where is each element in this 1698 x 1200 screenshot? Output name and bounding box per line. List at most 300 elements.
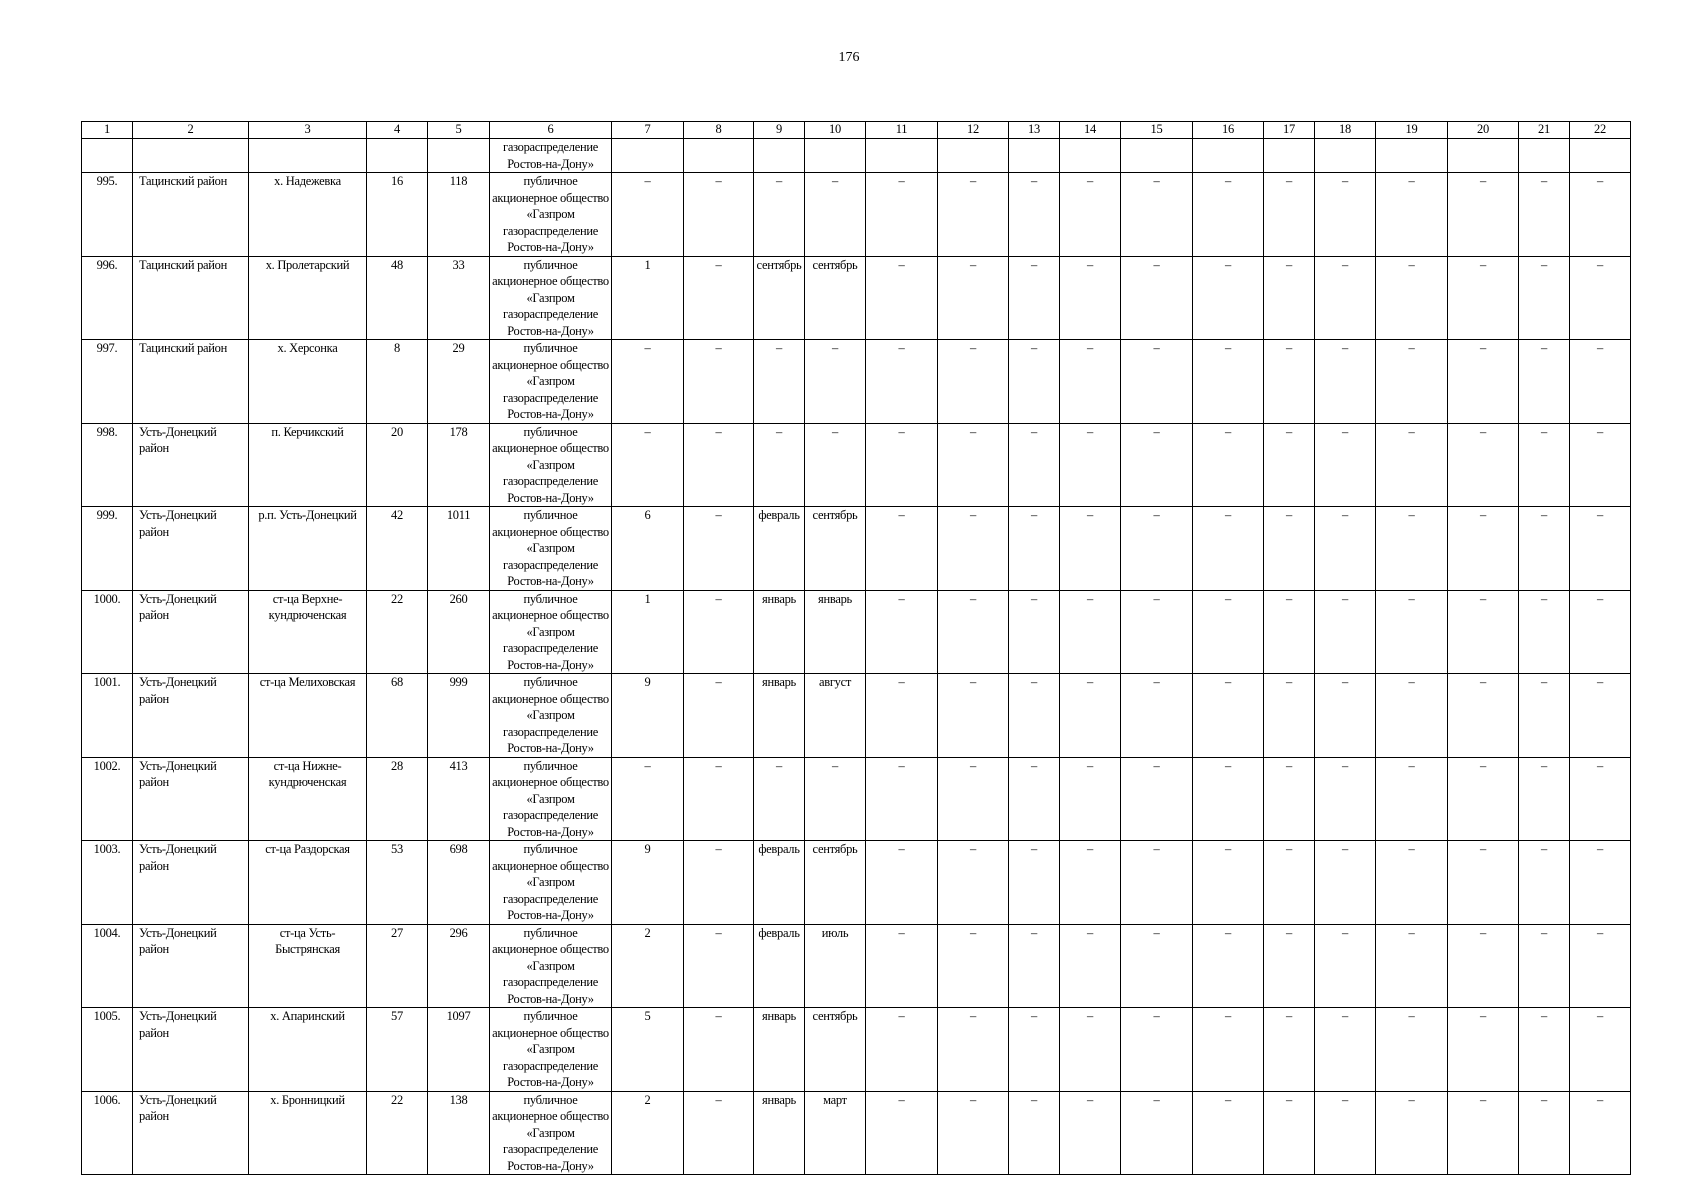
cell-col-14: – xyxy=(1060,340,1121,424)
cell-col-8: – xyxy=(684,1091,754,1175)
cell-settlement: р.п. Усть-Донецкий xyxy=(249,507,367,591)
cell-col-7: – xyxy=(612,173,684,257)
cell-col-21: – xyxy=(1519,590,1570,674)
cell-col-22: – xyxy=(1570,423,1631,507)
cell-col-21: – xyxy=(1519,924,1570,1008)
cell-col-15: – xyxy=(1121,256,1193,340)
cell-district: Усть-Донецкий район xyxy=(133,674,249,758)
cell-col-13: – xyxy=(1009,757,1060,841)
cell-row-number: 1001. xyxy=(82,674,133,758)
cell-row-number: 1004. xyxy=(82,924,133,1008)
cell-col-22: – xyxy=(1570,590,1631,674)
cell-col-22: – xyxy=(1570,674,1631,758)
cell-col-16 xyxy=(1193,139,1264,173)
cell-col-5: 178 xyxy=(428,423,490,507)
cell-organization: публичное акционерное общество «Газпром газораспределение Ростов-на-Дону» xyxy=(490,924,612,1008)
header-cell-settlement: 3 xyxy=(249,122,367,139)
cell-settlement: ст-ца Усть-Быстрянская xyxy=(249,924,367,1008)
cell-col-16: – xyxy=(1193,340,1264,424)
cell-col-14: – xyxy=(1060,1008,1121,1092)
cell-col-20: – xyxy=(1448,507,1519,591)
cell-col-5: 260 xyxy=(428,590,490,674)
cell-col-9: январь xyxy=(754,1091,805,1175)
cell-col-5: 118 xyxy=(428,173,490,257)
cell-col-16: – xyxy=(1193,1091,1264,1175)
cell-col-22: – xyxy=(1570,256,1631,340)
cell-settlement: х. Бронницкий xyxy=(249,1091,367,1175)
cell-organization: публичное акционерное общество «Газпром газораспределение Ростов-на-Дону» xyxy=(490,173,612,257)
cell-col-11: – xyxy=(866,757,938,841)
cell-col-9: январь xyxy=(754,1008,805,1092)
cell-col-15: – xyxy=(1121,507,1193,591)
cell-col-14: – xyxy=(1060,841,1121,925)
cell-col-4: 57 xyxy=(367,1008,428,1092)
cell-col-4: 8 xyxy=(367,340,428,424)
cell-row-number: 997. xyxy=(82,340,133,424)
cell-col-21: – xyxy=(1519,674,1570,758)
cell-col-11: – xyxy=(866,1091,938,1175)
table-row xyxy=(82,423,1631,507)
header-cell-col-9: 9 xyxy=(754,122,805,139)
cell-col-10: июль xyxy=(805,924,866,1008)
cell-col-9: – xyxy=(754,423,805,507)
cell-col-14: – xyxy=(1060,173,1121,257)
cell-col-19: – xyxy=(1376,1008,1448,1092)
cell-col-20: – xyxy=(1448,423,1519,507)
cell-col-19: – xyxy=(1376,423,1448,507)
cell-col-16: – xyxy=(1193,1008,1264,1092)
table-row xyxy=(82,340,1631,424)
cell-settlement: ст-ца Мелиховская xyxy=(249,674,367,758)
cell-col-10: – xyxy=(805,423,866,507)
cell-row-number xyxy=(82,139,133,173)
cell-col-20: – xyxy=(1448,256,1519,340)
cell-col-19: – xyxy=(1376,590,1448,674)
cell-row-number: 1003. xyxy=(82,841,133,925)
page-number: 176 xyxy=(838,50,860,65)
cell-settlement: х. Апаринский xyxy=(249,1008,367,1092)
cell-col-4: 20 xyxy=(367,423,428,507)
cell-col-7: 2 xyxy=(612,1091,684,1175)
cell-col-17 xyxy=(1264,139,1315,173)
cell-organization: публичное акционерное общество «Газпром газораспределение Ростов-на-Дону» xyxy=(490,1008,612,1092)
cell-district: Усть-Донецкий район xyxy=(133,423,249,507)
cell-col-19: – xyxy=(1376,841,1448,925)
cell-col-5: 138 xyxy=(428,1091,490,1175)
cell-col-9 xyxy=(754,139,805,173)
cell-col-19: – xyxy=(1376,1091,1448,1175)
cell-district: Тацинский район xyxy=(133,256,249,340)
cell-col-11: – xyxy=(866,340,938,424)
cell-col-13: – xyxy=(1009,173,1060,257)
cell-col-15: – xyxy=(1121,173,1193,257)
cell-col-15: – xyxy=(1121,757,1193,841)
cell-col-19: – xyxy=(1376,507,1448,591)
cell-col-13: – xyxy=(1009,340,1060,424)
cell-col-7 xyxy=(612,139,684,173)
header-cell-col-17: 17 xyxy=(1264,122,1315,139)
cell-col-15: – xyxy=(1121,590,1193,674)
cell-col-9: – xyxy=(754,173,805,257)
cell-col-15: – xyxy=(1121,1091,1193,1175)
cell-col-13: – xyxy=(1009,1008,1060,1092)
cell-organization: публичное акционерное общество «Газпром газораспределение Ростов-на-Дону» xyxy=(490,340,612,424)
cell-col-7: 6 xyxy=(612,507,684,591)
cell-col-10: сентябрь xyxy=(805,507,866,591)
cell-col-15: – xyxy=(1121,841,1193,925)
cell-col-21: – xyxy=(1519,841,1570,925)
header-cell-col-12: 12 xyxy=(938,122,1009,139)
cell-row-number: 998. xyxy=(82,423,133,507)
cell-col-5: 413 xyxy=(428,757,490,841)
cell-col-5: 33 xyxy=(428,256,490,340)
cell-col-17: – xyxy=(1264,340,1315,424)
cell-col-14: – xyxy=(1060,924,1121,1008)
cell-col-13: – xyxy=(1009,1091,1060,1175)
cell-col-14: – xyxy=(1060,1091,1121,1175)
header-cell-col-8: 8 xyxy=(684,122,754,139)
header-cell-col-5: 5 xyxy=(428,122,490,139)
cell-col-11: – xyxy=(866,590,938,674)
cell-col-7: – xyxy=(612,340,684,424)
cell-col-22: – xyxy=(1570,507,1631,591)
header-cell-col-10: 10 xyxy=(805,122,866,139)
cell-col-12: – xyxy=(938,256,1009,340)
cell-col-19: – xyxy=(1376,674,1448,758)
cell-col-19: – xyxy=(1376,256,1448,340)
cell-col-8: – xyxy=(684,590,754,674)
cell-organization: публичное акционерное общество «Газпром газораспределение Ростов-на-Дону» xyxy=(490,1091,612,1175)
cell-col-8: – xyxy=(684,841,754,925)
cell-col-21: – xyxy=(1519,507,1570,591)
cell-col-4: 68 xyxy=(367,674,428,758)
cell-col-20: – xyxy=(1448,674,1519,758)
cell-settlement: п. Керчикский xyxy=(249,423,367,507)
header-cell-col-18: 18 xyxy=(1315,122,1376,139)
cell-col-21: – xyxy=(1519,1091,1570,1175)
cell-col-22: – xyxy=(1570,757,1631,841)
cell-settlement xyxy=(249,139,367,173)
cell-col-20: – xyxy=(1448,173,1519,257)
cell-col-13: – xyxy=(1009,256,1060,340)
cell-col-15: – xyxy=(1121,1008,1193,1092)
cell-col-22: – xyxy=(1570,173,1631,257)
cell-col-9: январь xyxy=(754,674,805,758)
cell-col-19: – xyxy=(1376,924,1448,1008)
cell-col-11: – xyxy=(866,674,938,758)
cell-district: Усть-Донецкий район xyxy=(133,1008,249,1092)
cell-col-9: – xyxy=(754,757,805,841)
cell-col-13: – xyxy=(1009,507,1060,591)
cell-col-7: 2 xyxy=(612,924,684,1008)
cell-col-16: – xyxy=(1193,173,1264,257)
cell-col-12: – xyxy=(938,1008,1009,1092)
cell-col-17: – xyxy=(1264,924,1315,1008)
cell-col-13: – xyxy=(1009,841,1060,925)
cell-col-15: – xyxy=(1121,924,1193,1008)
cell-col-16: – xyxy=(1193,256,1264,340)
cell-district: Усть-Донецкий район xyxy=(133,757,249,841)
cell-col-19: – xyxy=(1376,757,1448,841)
header-cell-district: 2 xyxy=(133,122,249,139)
cell-col-12: – xyxy=(938,340,1009,424)
cell-col-20: – xyxy=(1448,757,1519,841)
cell-col-13: – xyxy=(1009,924,1060,1008)
header-cell-col-15: 15 xyxy=(1121,122,1193,139)
table-row xyxy=(82,1008,1631,1092)
cell-col-17: – xyxy=(1264,841,1315,925)
cell-col-16: – xyxy=(1193,590,1264,674)
header-cell-col-22: 22 xyxy=(1570,122,1631,139)
cell-col-19 xyxy=(1376,139,1448,173)
cell-district: Усть-Донецкий район xyxy=(133,590,249,674)
header-cell-col-16: 16 xyxy=(1193,122,1264,139)
cell-col-18: – xyxy=(1315,924,1376,1008)
cell-col-5: 1097 xyxy=(428,1008,490,1092)
cell-organization: газораспределение Ростов-на-Дону» xyxy=(490,139,612,173)
table-row xyxy=(82,507,1631,591)
cell-col-13 xyxy=(1009,139,1060,173)
cell-district: Тацинский район xyxy=(133,340,249,424)
cell-col-5: 698 xyxy=(428,841,490,925)
cell-col-11 xyxy=(866,139,938,173)
cell-organization: публичное акционерное общество «Газпром газораспределение Ростов-на-Дону» xyxy=(490,590,612,674)
cell-col-4: 28 xyxy=(367,757,428,841)
cell-organization: публичное акционерное общество «Газпром газораспределение Ростов-на-Дону» xyxy=(490,256,612,340)
cell-col-21: – xyxy=(1519,256,1570,340)
cell-col-7: – xyxy=(612,757,684,841)
cell-col-14: – xyxy=(1060,423,1121,507)
table-row xyxy=(82,173,1631,257)
cell-col-14: – xyxy=(1060,507,1121,591)
cell-settlement: х. Херсонка xyxy=(249,340,367,424)
cell-col-17: – xyxy=(1264,757,1315,841)
cell-col-8: – xyxy=(684,507,754,591)
cell-col-18: – xyxy=(1315,1091,1376,1175)
header-cell-organization: 6 xyxy=(490,122,612,139)
cell-col-20: – xyxy=(1448,924,1519,1008)
cell-col-16: – xyxy=(1193,674,1264,758)
gasification-table xyxy=(81,121,1631,1175)
cell-row-number: 1005. xyxy=(82,1008,133,1092)
cell-col-16: – xyxy=(1193,507,1264,591)
cell-col-12: – xyxy=(938,757,1009,841)
cell-col-9: сентябрь xyxy=(754,256,805,340)
header-cell-col-21: 21 xyxy=(1519,122,1570,139)
cell-col-18: – xyxy=(1315,340,1376,424)
cell-organization: публичное акционерное общество «Газпром газораспределение Ростов-на-Дону» xyxy=(490,423,612,507)
cell-col-22: – xyxy=(1570,841,1631,925)
cell-col-19: – xyxy=(1376,173,1448,257)
cell-col-7: 1 xyxy=(612,590,684,674)
cell-col-10: январь xyxy=(805,590,866,674)
cell-col-12: – xyxy=(938,924,1009,1008)
cell-col-9: февраль xyxy=(754,507,805,591)
cell-col-7: 9 xyxy=(612,841,684,925)
cell-col-20: – xyxy=(1448,590,1519,674)
table-row xyxy=(82,256,1631,340)
cell-col-21: – xyxy=(1519,173,1570,257)
cell-col-12: – xyxy=(938,507,1009,591)
header-row xyxy=(82,122,1631,139)
cell-col-12: – xyxy=(938,590,1009,674)
cell-col-11: – xyxy=(866,924,938,1008)
cell-col-20 xyxy=(1448,139,1519,173)
cell-col-10: – xyxy=(805,757,866,841)
cell-col-4: 48 xyxy=(367,256,428,340)
cell-col-17: – xyxy=(1264,256,1315,340)
cell-col-20: – xyxy=(1448,841,1519,925)
cell-col-11: – xyxy=(866,1008,938,1092)
cell-col-15 xyxy=(1121,139,1193,173)
cell-col-11: – xyxy=(866,507,938,591)
cell-col-9: февраль xyxy=(754,841,805,925)
cell-col-20: – xyxy=(1448,340,1519,424)
cell-col-7: 1 xyxy=(612,256,684,340)
cell-row-number: 1000. xyxy=(82,590,133,674)
header-cell-col-19: 19 xyxy=(1376,122,1448,139)
cell-col-16: – xyxy=(1193,924,1264,1008)
cell-col-11: – xyxy=(866,423,938,507)
cell-col-10: сентябрь xyxy=(805,841,866,925)
cell-col-9: январь xyxy=(754,590,805,674)
cell-col-21: – xyxy=(1519,757,1570,841)
header-cell-col-13: 13 xyxy=(1009,122,1060,139)
cell-col-20: – xyxy=(1448,1091,1519,1175)
cell-col-22: – xyxy=(1570,924,1631,1008)
table-row xyxy=(82,1091,1631,1175)
cell-row-number: 996. xyxy=(82,256,133,340)
cell-col-18: – xyxy=(1315,841,1376,925)
cell-col-22: – xyxy=(1570,340,1631,424)
cell-col-21 xyxy=(1519,139,1570,173)
cell-col-10: август xyxy=(805,674,866,758)
cell-col-14: – xyxy=(1060,590,1121,674)
cell-col-4: 53 xyxy=(367,841,428,925)
cell-col-17: – xyxy=(1264,423,1315,507)
cell-col-20: – xyxy=(1448,1008,1519,1092)
cell-col-17: – xyxy=(1264,173,1315,257)
cell-col-8 xyxy=(684,139,754,173)
cell-col-17: – xyxy=(1264,507,1315,591)
cell-col-11: – xyxy=(866,256,938,340)
cell-col-17: – xyxy=(1264,674,1315,758)
cell-col-5: 999 xyxy=(428,674,490,758)
cell-col-14 xyxy=(1060,139,1121,173)
header-cell-col-7: 7 xyxy=(612,122,684,139)
cell-col-17: – xyxy=(1264,1008,1315,1092)
cell-col-10 xyxy=(805,139,866,173)
header-cell-col-11: 11 xyxy=(866,122,938,139)
cell-row-number: 1006. xyxy=(82,1091,133,1175)
cell-col-7: 5 xyxy=(612,1008,684,1092)
cell-col-4: 27 xyxy=(367,924,428,1008)
cell-col-12: – xyxy=(938,1091,1009,1175)
cell-col-10: сентябрь xyxy=(805,256,866,340)
table-row xyxy=(82,674,1631,758)
cell-col-4: 16 xyxy=(367,173,428,257)
header-cell-col-4: 4 xyxy=(367,122,428,139)
cell-col-14: – xyxy=(1060,757,1121,841)
cell-col-16: – xyxy=(1193,841,1264,925)
cell-col-13: – xyxy=(1009,674,1060,758)
cell-col-12: – xyxy=(938,674,1009,758)
header-cell-row-number: 1 xyxy=(82,122,133,139)
table-row xyxy=(82,757,1631,841)
cell-col-8: – xyxy=(684,924,754,1008)
cell-col-21: – xyxy=(1519,340,1570,424)
cell-organization: публичное акционерное общество «Газпром газораспределение Ростов-на-Дону» xyxy=(490,674,612,758)
cell-col-18: – xyxy=(1315,507,1376,591)
cell-col-18: – xyxy=(1315,256,1376,340)
cell-district: Усть-Донецкий район xyxy=(133,841,249,925)
cell-district: Усть-Донецкий район xyxy=(133,924,249,1008)
cell-row-number: 995. xyxy=(82,173,133,257)
cell-col-18: – xyxy=(1315,590,1376,674)
cell-organization: публичное акционерное общество «Газпром газораспределение Ростов-на-Дону» xyxy=(490,841,612,925)
cell-col-7: 9 xyxy=(612,674,684,758)
cell-settlement: х. Надежевка xyxy=(249,173,367,257)
cell-settlement: ст-ца Верхне-кундрюченская xyxy=(249,590,367,674)
cell-col-8: – xyxy=(684,1008,754,1092)
cell-district: Усть-Донецкий район xyxy=(133,1091,249,1175)
cell-col-16: – xyxy=(1193,423,1264,507)
table-row xyxy=(82,590,1631,674)
cell-col-17: – xyxy=(1264,1091,1315,1175)
cell-row-number: 999. xyxy=(82,507,133,591)
cell-col-15: – xyxy=(1121,423,1193,507)
cell-col-12 xyxy=(938,139,1009,173)
cell-col-8: – xyxy=(684,340,754,424)
cell-col-4: 42 xyxy=(367,507,428,591)
cell-col-22: – xyxy=(1570,1091,1631,1175)
cell-row-number: 1002. xyxy=(82,757,133,841)
cell-col-18: – xyxy=(1315,1008,1376,1092)
cell-col-4 xyxy=(367,139,428,173)
cell-col-9: февраль xyxy=(754,924,805,1008)
cell-col-21: – xyxy=(1519,1008,1570,1092)
cell-district xyxy=(133,139,249,173)
table-row xyxy=(82,924,1631,1008)
cell-col-15: – xyxy=(1121,340,1193,424)
cell-col-12: – xyxy=(938,423,1009,507)
cell-col-14: – xyxy=(1060,674,1121,758)
cell-settlement: х. Пролетарский xyxy=(249,256,367,340)
cell-organization: публичное акционерное общество «Газпром газораспределение Ростов-на-Дону» xyxy=(490,507,612,591)
continuation-row xyxy=(82,139,1631,173)
cell-col-18 xyxy=(1315,139,1376,173)
cell-col-21: – xyxy=(1519,423,1570,507)
cell-col-12: – xyxy=(938,173,1009,257)
cell-col-10: – xyxy=(805,173,866,257)
cell-col-18: – xyxy=(1315,757,1376,841)
cell-district: Тацинский район xyxy=(133,173,249,257)
cell-col-7: – xyxy=(612,423,684,507)
cell-col-10: сентябрь xyxy=(805,1008,866,1092)
cell-col-22: – xyxy=(1570,1008,1631,1092)
cell-col-8: – xyxy=(684,757,754,841)
cell-col-11: – xyxy=(866,173,938,257)
cell-col-11: – xyxy=(866,841,938,925)
cell-settlement: ст-ца Раздорская xyxy=(249,841,367,925)
cell-col-18: – xyxy=(1315,173,1376,257)
cell-col-5: 1011 xyxy=(428,507,490,591)
cell-col-15: – xyxy=(1121,674,1193,758)
cell-organization: публичное акционерное общество «Газпром газораспределение Ростов-на-Дону» xyxy=(490,757,612,841)
cell-district: Усть-Донецкий район xyxy=(133,507,249,591)
table-row xyxy=(82,841,1631,925)
cell-col-10: – xyxy=(805,340,866,424)
